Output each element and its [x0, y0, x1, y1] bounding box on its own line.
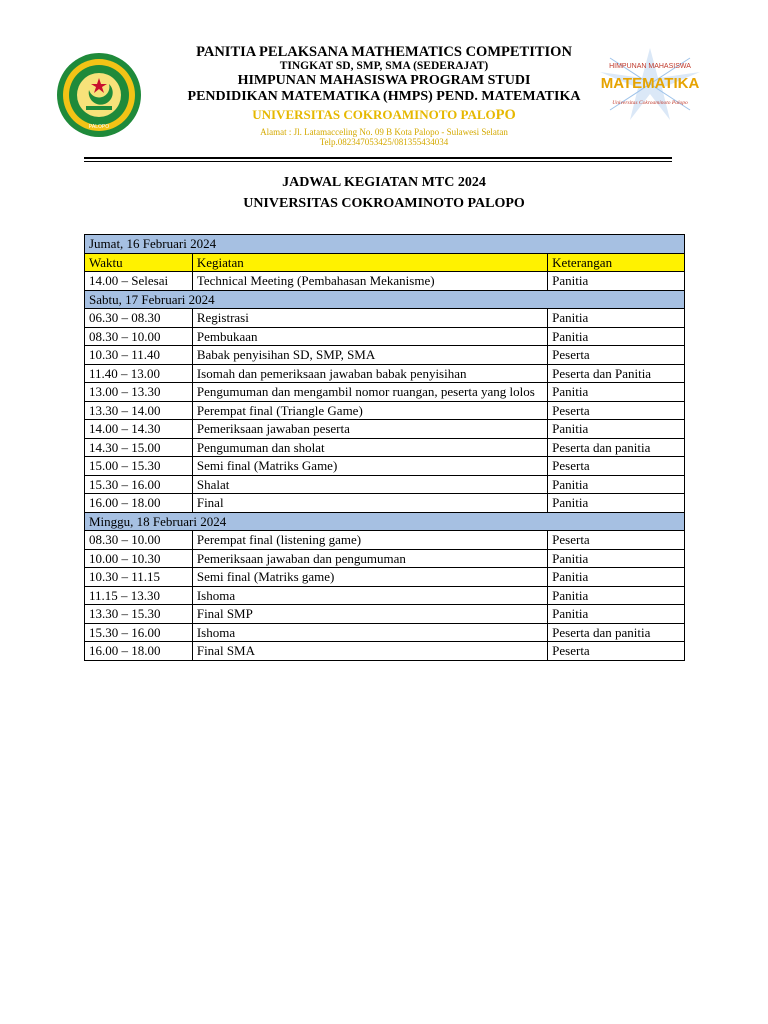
note-cell: Panitia — [548, 568, 685, 587]
activity-cell: Pemeriksaan jawaban dan pengumuman — [192, 549, 547, 568]
note-cell: Peserta dan Panitia — [548, 364, 685, 383]
note-cell: Panitia — [548, 475, 685, 494]
table-row — [85, 401, 685, 420]
table-row — [85, 420, 685, 439]
activity-cell: Perempat final (listening game) — [192, 531, 547, 550]
note-cell: Peserta dan panitia — [548, 623, 685, 642]
time-cell: 15.30 – 16.00 — [85, 623, 193, 642]
time-cell: 16.00 – 18.00 — [85, 642, 193, 661]
table-row — [85, 568, 685, 587]
time-cell: 08.30 – 10.00 — [85, 531, 193, 550]
table-row — [85, 531, 685, 550]
activity-cell: Final SMP — [192, 605, 547, 624]
note-cell: Panitia — [548, 605, 685, 624]
time-cell: 08.30 – 10.00 — [85, 327, 193, 346]
time-cell: 10.30 – 11.40 — [85, 346, 193, 365]
note-cell: Panitia — [548, 309, 685, 328]
table-row — [85, 475, 685, 494]
note-cell: Peserta — [548, 642, 685, 661]
note-cell: Panitia — [548, 272, 685, 291]
activity-cell: Pengumuman dan sholat — [192, 438, 547, 457]
table-row — [85, 494, 685, 513]
activity-cell: Technical Meeting (Pembahasan Mekanisme) — [192, 272, 547, 291]
time-cell: 11.15 – 13.30 — [85, 586, 193, 605]
column-header-activity: Kegiatan — [192, 253, 547, 272]
note-cell: Panitia — [548, 586, 685, 605]
table-row — [85, 605, 685, 624]
time-cell: 16.00 – 18.00 — [85, 494, 193, 513]
table-row — [85, 383, 685, 402]
activity-cell: Ishoma — [192, 623, 547, 642]
time-cell: 10.00 – 10.30 — [85, 549, 193, 568]
committee-name: PANITIA PELAKSANA MATHEMATICS COMPETITION — [196, 44, 572, 60]
table-row — [85, 272, 685, 291]
column-header-time: Waktu — [85, 253, 193, 272]
activity-cell: Pemeriksaan jawaban peserta — [192, 420, 547, 439]
activity-cell: Perempat final (Triangle Game) — [192, 401, 547, 420]
note-cell: Panitia — [548, 549, 685, 568]
note-cell: Panitia — [548, 420, 685, 439]
table-row — [85, 438, 685, 457]
table-row — [85, 457, 685, 476]
university-seal-logo — [56, 52, 142, 138]
seal-text: PALOPO — [88, 124, 110, 130]
note-cell: Panitia — [548, 383, 685, 402]
time-cell: 14.30 – 15.00 — [85, 438, 193, 457]
table-row — [85, 586, 685, 605]
activity-cell: Semi final (Matriks Game) — [192, 457, 547, 476]
activity-cell: Pembukaan — [192, 327, 547, 346]
activity-cell: Final SMA — [192, 642, 547, 661]
table-row — [85, 364, 685, 383]
day-label: Jumat, 16 Februari 2024 — [85, 235, 685, 254]
university-name: UNIVERSITAS COKROAMINOTO PALOPO — [252, 107, 516, 124]
table-row — [85, 549, 685, 568]
activity-cell: Babak penyisihan SD, SMP, SMA — [192, 346, 547, 365]
schedule-table — [84, 234, 685, 661]
note-cell: Peserta dan panitia — [548, 438, 685, 457]
time-cell: 14.00 – 14.30 — [85, 420, 193, 439]
table-row — [85, 623, 685, 642]
address: Alamat : Jl. Latamacceling No. 09 B Kota Palopo - Sulawesi Selatan — [260, 126, 508, 137]
note-cell: Peserta — [548, 457, 685, 476]
activity-cell: Final — [192, 494, 547, 513]
note-cell: Panitia — [548, 494, 685, 513]
association-name: HIMPUNAN MAHASISWA PROGRAM STUDI — [237, 73, 531, 89]
note-cell: Peserta — [548, 401, 685, 420]
math-association-logo — [600, 48, 700, 120]
day-header-row — [85, 290, 685, 309]
time-cell: 10.30 – 11.15 — [85, 568, 193, 587]
day-header-row — [85, 512, 685, 531]
table-row — [85, 327, 685, 346]
time-cell: 13.30 – 14.00 — [85, 401, 193, 420]
table-row — [85, 346, 685, 365]
day-label: Sabtu, 17 Februari 2024 — [85, 290, 685, 309]
column-header-row — [85, 253, 685, 272]
activity-cell: Isomah dan pemeriksaan jawaban babak penyisihan — [192, 364, 547, 383]
column-header-note: Keterangan — [548, 253, 685, 272]
phone: Telp.082347053425/081355434034 — [319, 136, 449, 147]
table-row — [85, 309, 685, 328]
time-cell: 13.00 – 13.30 — [85, 383, 193, 402]
activity-cell: Ishoma — [192, 586, 547, 605]
document-title — [84, 172, 684, 214]
logo-bottom-text: Universitas Cokroaminoto Palopo — [612, 100, 688, 106]
competition-level: TINGKAT SD, SMP, SMA (SEDERAJAT) — [279, 60, 489, 73]
activity-cell: Registrasi — [192, 309, 547, 328]
letterhead-text — [160, 44, 608, 147]
activity-cell: Pengumuman dan mengambil nomor ruangan, peserta yang lolos — [192, 383, 547, 402]
time-cell: 14.00 – Selesai — [85, 272, 193, 291]
time-cell: 06.30 – 08.30 — [85, 309, 193, 328]
time-cell: 13.30 – 15.30 — [85, 605, 193, 624]
table-row — [85, 642, 685, 661]
note-cell: Peserta — [548, 531, 685, 550]
title-line-2: UNIVERSITAS COKROAMINOTO PALOPO — [243, 196, 525, 211]
letterhead-divider — [84, 157, 672, 162]
title-line-1: JADWAL KEGIATAN MTC 2024 — [282, 175, 486, 190]
note-cell: Peserta — [548, 346, 685, 365]
letterhead — [0, 0, 768, 165]
note-cell: Panitia — [548, 327, 685, 346]
activity-cell: Shalat — [192, 475, 547, 494]
study-program: PENDIDIKAN MATEMATIKA (HMPS) PEND. MATEMATIKA — [187, 88, 581, 104]
logo-main-text: MATEMATIKA — [600, 75, 700, 92]
logo-top-text: HIMPUNAN MAHASISWA — [609, 63, 691, 70]
day-label: Minggu, 18 Februari 2024 — [85, 512, 685, 531]
day-header-row — [85, 235, 685, 254]
time-cell: 15.30 – 16.00 — [85, 475, 193, 494]
activity-cell: Semi final (Matriks game) — [192, 568, 547, 587]
time-cell: 11.40 – 13.00 — [85, 364, 193, 383]
time-cell: 15.00 – 15.30 — [85, 457, 193, 476]
